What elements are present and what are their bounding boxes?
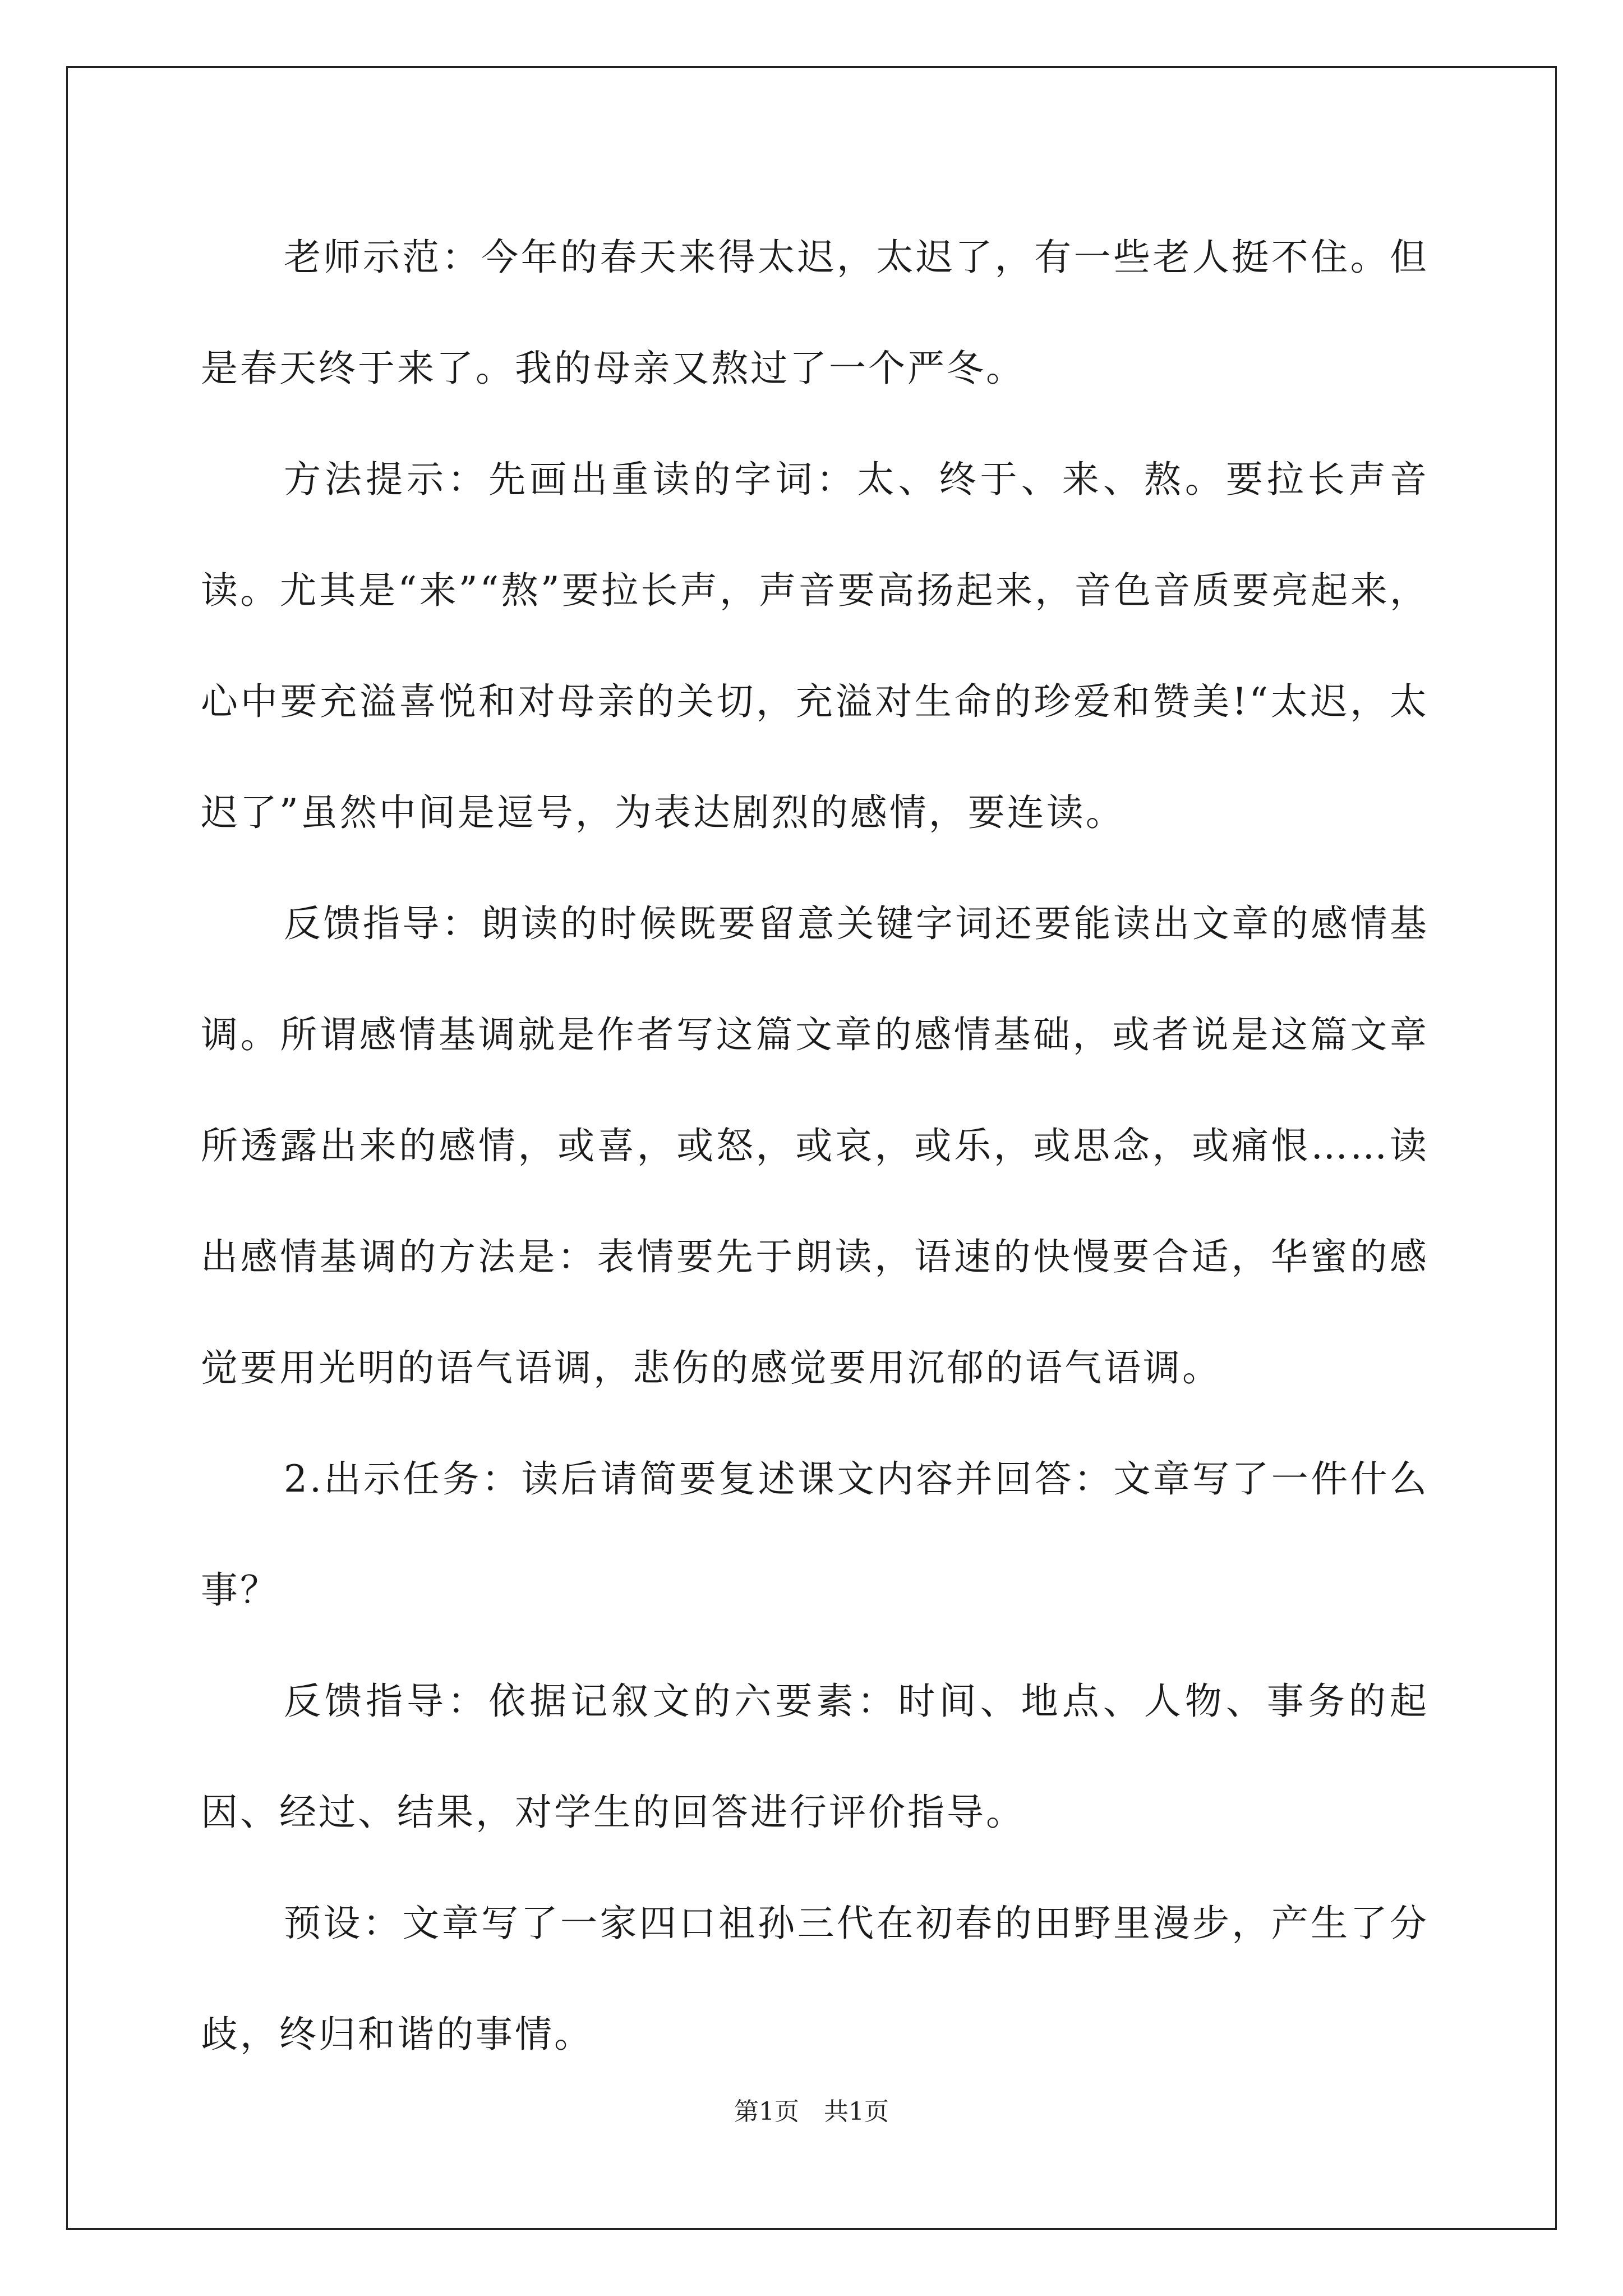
paragraph-preset-answer: 预设：文章写了一家四口祖孙三代在初春的田野里漫步，产生了分歧，终归和谐的事情。 bbox=[201, 1902, 1429, 2056]
paragraph-teacher-demo: 老师示范：今年的春天来得太迟，太迟了，有一些老人挺不住。但是春天终于来了。我的母亲又熬过了一个严冬。 bbox=[201, 236, 1429, 390]
paragraph-feedback-reading: 反馈指导：朗读的时候既要留意关键字词还要能读出文章的感情基调。所谓感情基调就是作者写这篇文章的感情基础，或者说是这篇文章所透露出来的感情，或喜，或怒，或哀，或乐，或思念，或痛恨……读出感情基调的方法是：表情要先于朗读，语速的快慢要合适，华蜜的感觉要用光明的语气语调，悲伤的感觉要用沉郁的语气语调。 bbox=[201, 902, 1429, 1389]
page-number-footer: 第1页 共1页 bbox=[734, 2097, 889, 2126]
document-body bbox=[201, 202, 1429, 2090]
paragraph-feedback-elements: 反馈指导：依据记叙文的六要素：时间、地点、人物、事务的起因、经过、结果，对学生的回答进行评价指导。 bbox=[201, 1680, 1429, 1834]
paragraph-task-2: 2.出示任务：读后请简要复述课文内容并回答：文章写了一件什么事？ bbox=[201, 1457, 1429, 1612]
paragraph-method-tip: 方法提示：先画出重读的字词：太、终于、来、熬。要拉长声音读。尤其是“来”“熬”要拉长声，声音要高扬起来，音色音质要亮起来，心中要充溢喜悦和对母亲的关切，充溢对生命的珍爱和赞美!“太迟，太迟了”虽然中间是逗号，为表达剧烈的感情，要连读。 bbox=[201, 458, 1429, 834]
